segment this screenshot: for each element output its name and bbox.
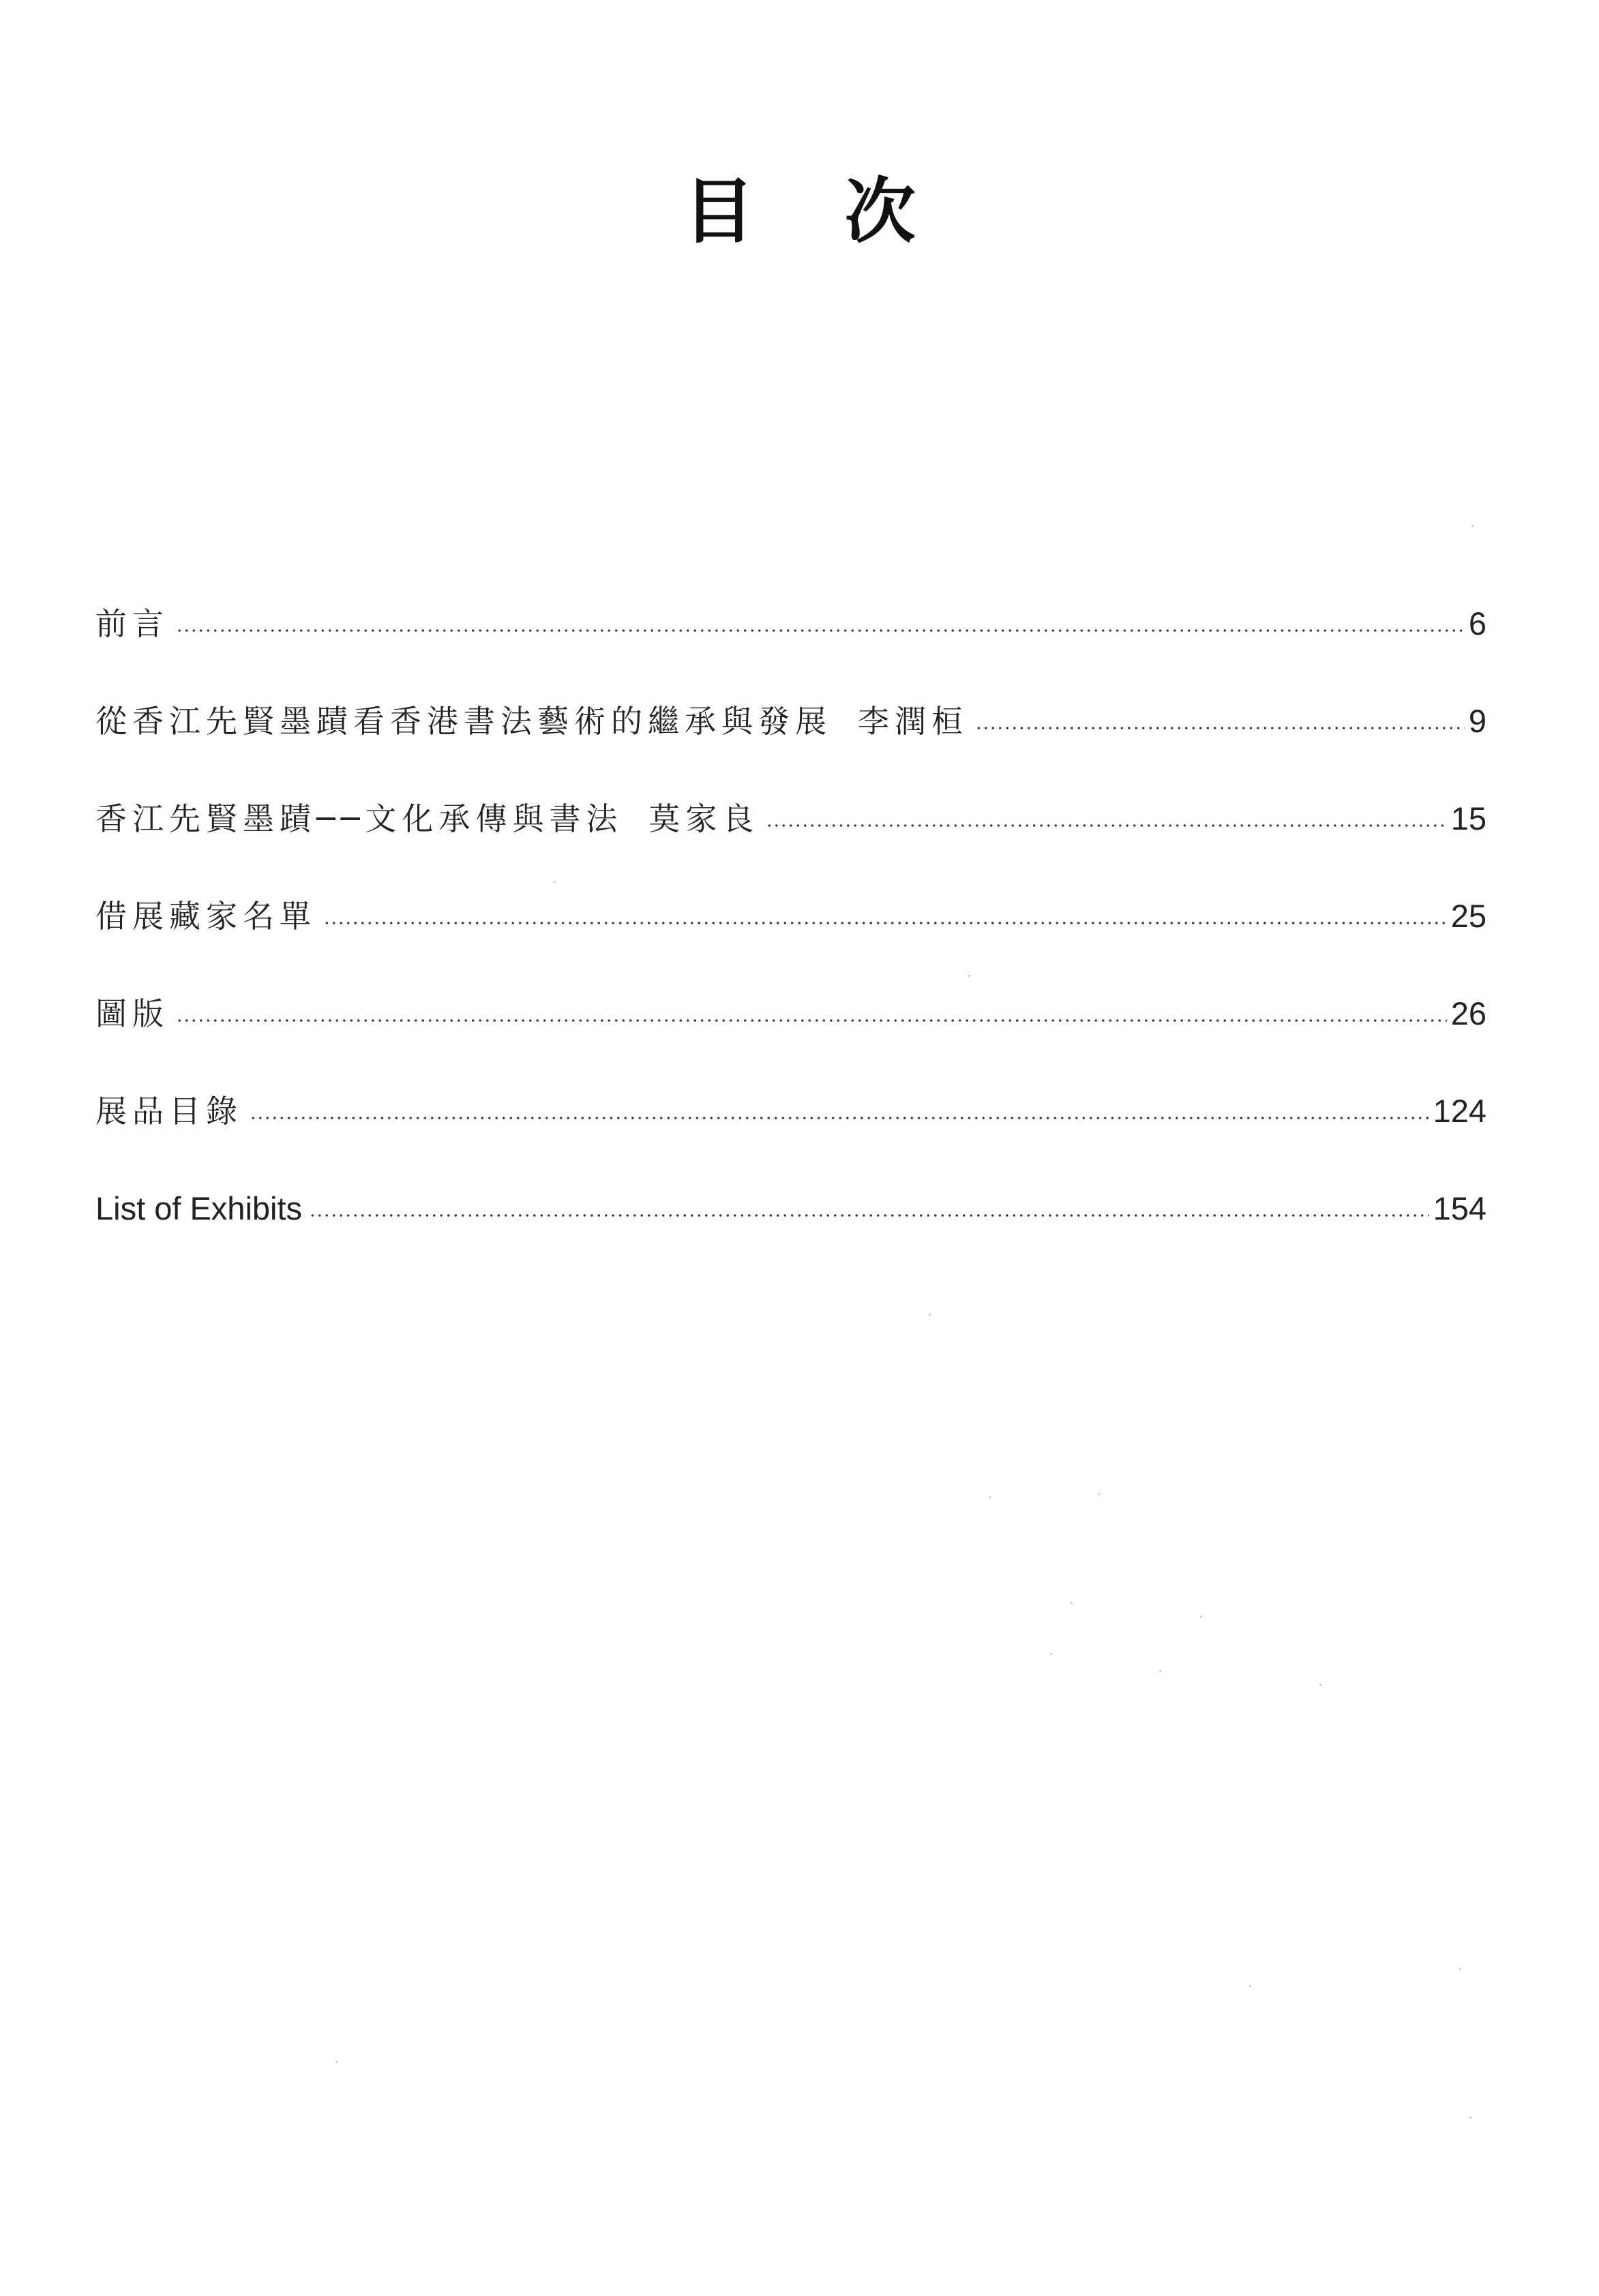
toc-entry-label: 展品目錄 [95, 1093, 243, 1130]
dot-leader [766, 824, 1446, 828]
toc-entry-label: 從香江先賢墨蹟看香港書法藝術的繼承與發展 [95, 703, 832, 740]
dot-leader [250, 1116, 1429, 1120]
page-title: 目 次 [683, 170, 948, 253]
dot-leader [323, 921, 1447, 925]
dot-leader [975, 726, 1465, 730]
scan-speck [968, 975, 970, 977]
scan-speck [1071, 1602, 1073, 1604]
scan-speck [929, 1314, 931, 1316]
toc-entry-page-number: 9 [1468, 703, 1486, 739]
toc-entry-page-number: 25 [1450, 898, 1486, 934]
toc-entry-page-number: 26 [1450, 995, 1486, 1031]
scan-speck [1459, 1968, 1461, 1970]
toc-entry-author: 莫家良 [648, 800, 760, 837]
toc-entry-catalogue[interactable] [95, 1079, 1486, 1130]
toc-entry-page-number: 124 [1433, 1093, 1486, 1129]
toc-entry-foreword[interactable] [95, 592, 1486, 642]
toc-entry-label: 借展藏家名單 [95, 898, 316, 935]
scan-speck [1471, 525, 1474, 527]
scan-speck [1319, 1684, 1321, 1686]
toc-entry-essay-lee[interactable] [95, 689, 1486, 740]
toc-entry-author: 李潤桓 [858, 703, 968, 740]
scan-speck [335, 2061, 338, 2063]
toc-entry-lenders[interactable] [95, 884, 1486, 935]
dot-leader [309, 1213, 1429, 1218]
toc-entry-page-number: 154 [1433, 1190, 1486, 1226]
scan-speck [1098, 1493, 1100, 1495]
scan-speck [1159, 1670, 1161, 1672]
dot-leader [176, 629, 1465, 633]
toc-entry-page-number: 6 [1468, 605, 1486, 641]
toc-entry-plates[interactable] [95, 982, 1486, 1032]
scan-speck [989, 1496, 991, 1498]
scan-speck [1050, 1653, 1052, 1655]
toc-entry-essay-mok[interactable] [95, 787, 1486, 837]
scan-speck [1469, 2117, 1471, 2119]
scan-speck [1249, 1985, 1251, 1987]
toc-entry-label: 香江先賢墨蹟──文化承傳與書法 [95, 800, 623, 837]
toc-entry-label: 圖版 [95, 995, 169, 1032]
toc-entry-label: List of Exhibits [95, 1190, 303, 1226]
toc-entry-label: 前言 [95, 605, 169, 642]
toc-entry-list-of-exhibits[interactable] [95, 1177, 1486, 1224]
scan-speck [1200, 1616, 1202, 1618]
dot-leader [176, 1018, 1447, 1023]
scan-speck [554, 881, 556, 883]
toc-entry-page-number: 15 [1450, 800, 1486, 836]
